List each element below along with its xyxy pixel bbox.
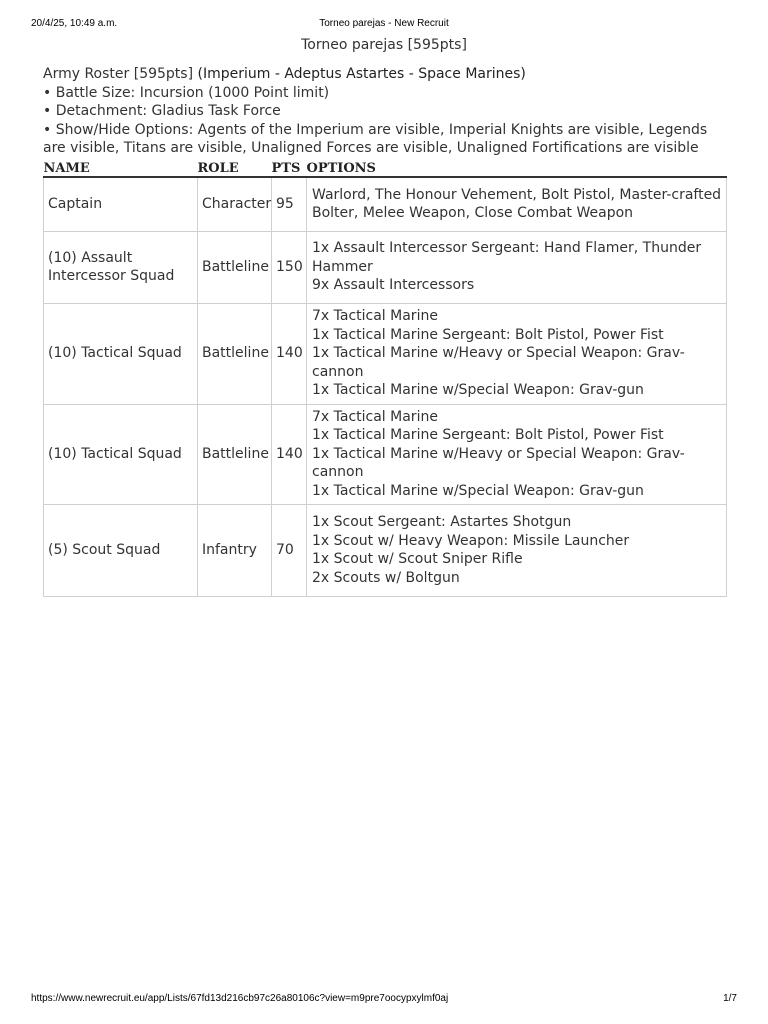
print-footer: [31, 993, 737, 1007]
option-line: 1x Tactical Marine w/Special Weapon: Grav-gun: [312, 482, 644, 499]
unit-points-cell: 140: [272, 304, 307, 405]
print-header: [31, 18, 737, 32]
column-header-role: ROLE: [198, 158, 272, 177]
unit-name-cell: (10) Tactical Squad: [44, 404, 198, 505]
option-line: 7x Tactical Marine: [312, 308, 438, 324]
unit-name-cell: (5) Scout Squad: [44, 505, 198, 597]
unit-role-cell: Infantry: [198, 505, 272, 597]
option-line: 1x Tactical Marine w/Special Weapon: Grav-gun: [312, 382, 644, 398]
option-line: 1x Scout Sergeant: Astartes Shotgun: [312, 514, 572, 530]
table-header-row: [44, 158, 727, 177]
option-line: 1x Scout w/ Heavy Weapon: Missile Launcher: [312, 532, 630, 549]
option-line: 1x Assault Intercessor Sergeant: Hand Flamer, Thunder Hammer: [312, 240, 702, 275]
print-url: https://www.newrecruit.eu/app/Lists/67fd13d216cb97c26a80106c?view=m9pre7oocypxylmf0aj: [31, 993, 449, 1004]
table-row: [44, 232, 727, 304]
unit-name-cell: (10) Tactical Squad: [44, 304, 198, 405]
unit-role-cell: Battleline: [198, 232, 272, 304]
option-line: 2x Scouts w/ Boltgun: [312, 569, 460, 586]
table-row: [44, 304, 727, 405]
roster-table-body: [44, 177, 727, 597]
unit-points-cell: 95: [272, 177, 307, 232]
print-page-title: Torneo parejas - New Recruit: [319, 18, 449, 29]
unit-name-cell: Captain: [44, 177, 198, 232]
unit-options-cell: [307, 404, 727, 505]
roster-table: [43, 158, 727, 597]
unit-options-cell: [307, 304, 727, 405]
battle-size: • Battle Size: Incursion (1000 Point limit): [43, 84, 330, 101]
unit-points-cell: 70: [272, 505, 307, 597]
document-title: Torneo parejas [595pts]: [301, 37, 467, 53]
option-line: 9x Assault Intercessors: [312, 277, 475, 294]
option-line: 1x Scout w/ Scout Sniper Rifle: [312, 551, 523, 567]
unit-points-cell: 140: [272, 404, 307, 505]
show-hide-options: • Show/Hide Options: Agents of the Imperium are visible, Imperial Knights are visible, Legends are visible, Titans are visible, Unaligned Forces are visible, Unaligned Fortifications are visible: [43, 121, 708, 156]
option-line: 7x Tactical Marine: [312, 408, 438, 425]
column-header-pts: PTS: [272, 158, 307, 177]
option-line: 1x Tactical Marine w/Heavy or Special Weapon: Grav-cannon: [312, 345, 685, 380]
print-page-number: 1/7: [723, 993, 737, 1004]
unit-role-cell: Battleline: [198, 304, 272, 405]
detachment: • Detachment: Gladius Task Force: [43, 103, 281, 119]
army-roster-points: Army Roster [595pts]: [43, 66, 194, 82]
unit-role-cell: Battleline: [198, 404, 272, 505]
roster-summary: [43, 65, 733, 158]
unit-role-cell: Character: [198, 177, 272, 232]
unit-options-cell: [307, 232, 727, 304]
unit-points-cell: 150: [272, 232, 307, 304]
table-row: [44, 404, 727, 505]
option-line: 1x Tactical Marine Sergeant: Bolt Pistol, Power Fist: [312, 427, 664, 443]
unit-options-cell: [307, 505, 727, 597]
column-header-options: OPTIONS: [307, 158, 727, 177]
army-roster-line: [43, 65, 733, 84]
unit-options-cell: [307, 177, 727, 232]
table-row: [44, 177, 727, 232]
print-datetime: 20/4/25, 10:49 a.m.: [31, 18, 118, 29]
option-line: 1x Tactical Marine Sergeant: Bolt Pistol, Power Fist: [312, 326, 664, 343]
column-header-name: NAME: [44, 158, 198, 177]
option-line: 1x Tactical Marine w/Heavy or Special Weapon: Grav-cannon: [312, 445, 685, 480]
unit-name-cell: (10) Assault Intercessor Squad: [44, 232, 198, 304]
table-row: [44, 505, 727, 597]
army-faction: (Imperium - Adeptus Astartes - Space Marines): [197, 66, 526, 82]
option-line: Warlord, The Honour Vehement, Bolt Pistol, Master-crafted Bolter, Melee Weapon, Close Combat Weapon: [312, 186, 722, 221]
